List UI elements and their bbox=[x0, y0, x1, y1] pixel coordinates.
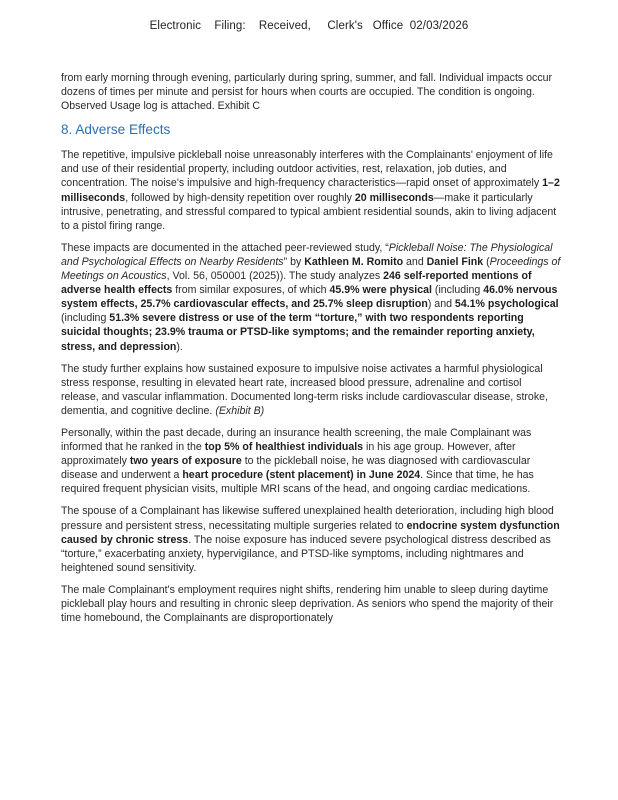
filing-stamp-text: Electronic Filing: Received, Clerk's Office 02/03/2026 bbox=[149, 20, 469, 32]
paragraph-male-complainant-health: Personally, within the past decade, during an insurance health screening, the male Complainant was informed that he ranked in the top 5% of healthiest individuals in his age group. However, after approximately two years of exposure to the pickleball noise, he was diagnosed with cardiovascular disease and underwent a heart procedure (stent placement) in June 2024. Since that time, he has required frequent physician visits, multiple MRI scans of the head, and ongoing cardiac medications. bbox=[61, 426, 534, 496]
paragraph-noise-interference: The repetitive, impulsive pickleball noise unreasonably interferes with the Complainants' enjoyment of life and use of their residential property, including outdoor activities, rest, relaxation, job duties, and concentration. The noise's impulsive and high-frequency characteristics—rapid onset of approximately 1–2 milliseconds, followed by high-density repetition over roughly 20 milliseconds—make it particularly intrusive, penetrating, and stressful compared to typical ambient residential sounds, akin to living adjacent to a pistol firing range. bbox=[61, 149, 560, 232]
paragraph-stress-response: The study further explains how sustained exposure to impulsive noise activates a harmful physiological stress response, resulting in elevated heart rate, increased blood pressure, adrenaline and cortisol release, and vascular inflammation. Documented long-term risks include cardiovascular disease, stroke, dementia, and cognitive decline. (Exhibit B) bbox=[61, 362, 548, 417]
filing-stamp-header bbox=[0, 20, 618, 32]
intro-paragraph: from early morning through evening, particularly during spring, summer, and fall. Individual impacts occur dozens of times per minute and persist for hours when courts are occupied. The condition is ongoing. Observed Usage log is attached. Exhibit C bbox=[61, 72, 553, 113]
paragraph-study-findings: These impacts are documented in the attached peer-reviewed study, “Pickleball Noise: The Physiological and Psychological Effects on Nearby Residents” by Kathleen M. Romito and Daniel Fink (Proceedings of Meetings on Acoustics, Vol. 56, 050001 (2025)). The study analyzes 246 self-reported mentions of adverse health effects from similar exposures, of which 45.9% were physical (including 46.0% nervous system effects, 25.7% cardiovascular effects, and 25.7% sleep disruption) and 54.1% psychological (including 51.3% severe distress or use of the term “torture,” with two respondents reporting suicidal thoughts; 23.9% trauma or PTSD-like symptoms; and the remainder reporting anxiety, stress, and depression). bbox=[61, 241, 561, 353]
section-heading: 8. Adverse Effects bbox=[61, 122, 171, 138]
paragraph-spouse-health: The spouse of a Complainant has likewise suffered unexplained health deterioration, including high blood pressure and persistent stress, necessitating multiple surgeries related to endocrine system dysfunction caused by chronic stress. The noise exposure has induced severe psychological distress described as “torture,” exacerbating anxiety, hypervigilance, and PTSD-like symptoms, including nightmares and heightened sound sensitivity. bbox=[61, 505, 560, 574]
paragraph-sleep-deprivation: The male Complainant's employment requires night shifts, rendering him unable to sleep during daytime pickleball play hours and resulting in chronic sleep deprivation. As seniors who spend the majority of their time homebound, the Complainants are disproportionately bbox=[61, 583, 554, 625]
document-body bbox=[61, 71, 561, 633]
